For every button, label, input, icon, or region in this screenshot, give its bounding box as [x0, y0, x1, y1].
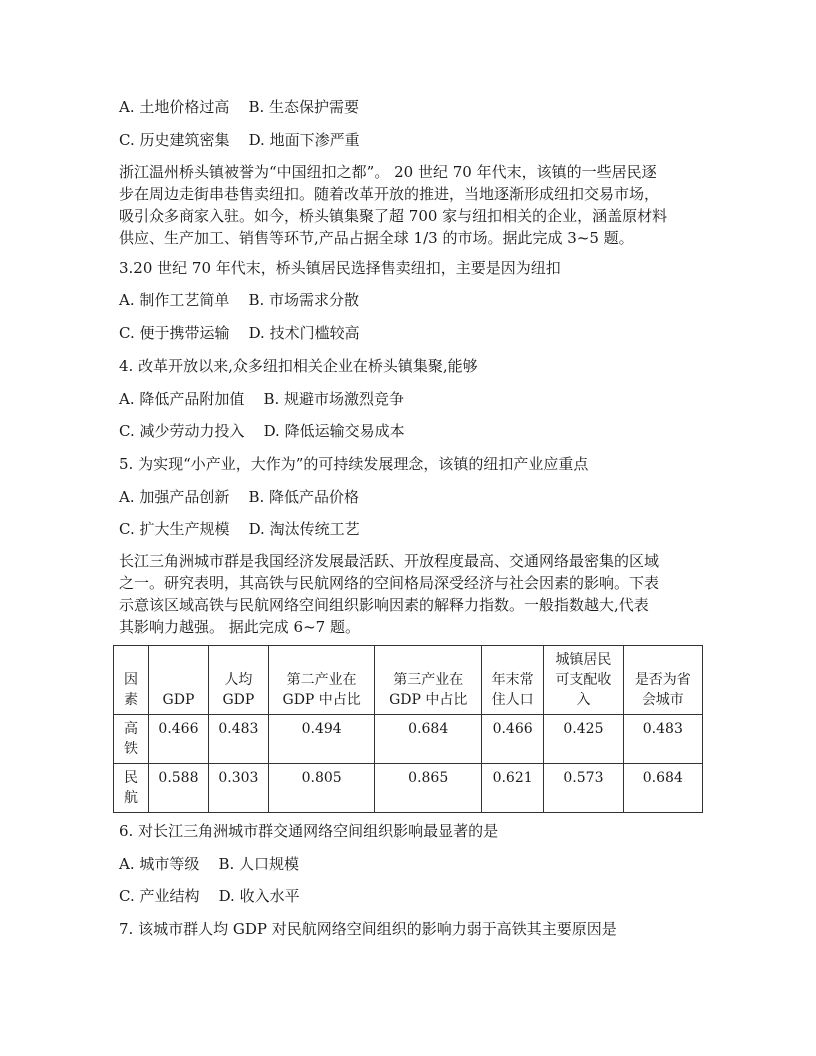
influence-index-table	[113, 645, 703, 813]
table-cell: 0.494	[268, 715, 375, 764]
passage-line: 示意该区域高铁与民航网络空间组织影响因素的解释力指数。一般指数越大,代表	[119, 596, 649, 614]
table-row-high-speed-rail	[114, 715, 703, 764]
q3-stem: 3.20 世纪 70 年代末，桥头镇居民选择售卖纽扣，主要是因为纽扣	[119, 259, 561, 277]
q4-options-row-1	[119, 389, 404, 409]
q4-option-b: B. 规避市场激烈竞争	[263, 390, 405, 408]
q5-option-b: B. 降低产品价格	[248, 488, 360, 506]
q6-option-a: A. 城市等级	[119, 855, 200, 873]
q3-options-row-2	[119, 323, 360, 343]
header-gdp: GDP	[149, 646, 209, 715]
q2-option-a: A. 土地价格过高	[119, 98, 230, 116]
passage-line: 步在周边走街串巷售卖纽扣。随着改革开放的推进，当地逐渐形成纽扣交易市场，	[119, 185, 660, 203]
table-cell: 0.621	[482, 764, 544, 813]
header-resident-population: 年末常 住人口	[482, 646, 544, 715]
q4-option-c: C. 减少劳动力投入	[119, 422, 245, 440]
passage-yangtze-delta	[119, 550, 699, 638]
passage-line: 吸引众多商家入驻。如今，桥头镇集聚了超 700 家与纽扣相关的企业，涵盖原材料	[119, 207, 668, 225]
q2-option-b: B. 生态保护需要	[248, 98, 360, 116]
q3-option-d: D. 技术门槛较高	[248, 324, 360, 342]
q6-options-row-1	[119, 854, 299, 874]
table-cell: 0.303	[208, 764, 268, 813]
passage-line: 浙江温州桥头镇被誉为“中国纽扣之都”。 20 世纪 70 年代末，该镇的一些居民逐	[119, 163, 657, 181]
q5-option-d: D. 淘汰传统工艺	[248, 520, 360, 538]
q3-option-b: B. 市场需求分散	[248, 291, 360, 309]
table-cell: 0.573	[544, 764, 623, 813]
passage-qiaotou	[119, 161, 699, 249]
table-row-civil-aviation	[114, 764, 703, 813]
header-provincial-capital: 是否为省 会城市	[623, 646, 702, 715]
table-cell: 0.425	[544, 715, 623, 764]
row-label: 民 航	[114, 764, 149, 813]
q4-option-d: D. 降低运输交易成本	[263, 422, 405, 440]
q2-option-d: D. 地面下渗严重	[248, 131, 360, 149]
q2-option-c: C. 历史建筑密集	[119, 131, 230, 149]
q3-options-row-1	[119, 290, 359, 310]
passage-line: 其影响力越强。 据此完成 6~7 题。	[119, 618, 360, 636]
header-secondary-industry: 第二产业在 GDP 中占比	[268, 646, 375, 715]
q2-options-row-2	[119, 130, 360, 150]
row-label: 高 铁	[114, 715, 149, 764]
q4-options-row-2	[119, 421, 405, 441]
q5-options-row-2	[119, 519, 360, 539]
q5-stem: 5. 为实现“小产业，大作为”的可持续发展理念，该镇的纽扣产业应重点	[119, 455, 589, 473]
q6-option-c: C. 产业结构	[119, 887, 200, 905]
table-cell: 0.684	[375, 715, 482, 764]
table-cell: 0.483	[208, 715, 268, 764]
table-cell: 0.805	[268, 764, 375, 813]
header-gdp-per-capita: 人均 GDP	[208, 646, 268, 715]
q6-options-row-2	[119, 886, 300, 906]
q3-option-a: A. 制作工艺简单	[119, 291, 230, 309]
table-header-row	[114, 646, 703, 715]
header-factor: 因 素	[114, 646, 149, 715]
header-tertiary-industry: 第三产业在 GDP 中占比	[375, 646, 482, 715]
q2-options-row-1	[119, 97, 359, 117]
q4-stem: 4. 改革开放以来,众多纽扣相关企业在桥头镇集聚,能够	[119, 357, 478, 375]
q6-stem: 6. 对长江三角洲城市群交通网络空间组织影响最显著的是	[119, 822, 499, 840]
header-disposable-income: 城镇居民 可支配收 入	[544, 646, 623, 715]
q3-option-c: C. 便于携带运输	[119, 324, 230, 342]
table-cell: 0.684	[623, 764, 702, 813]
table-cell: 0.466	[482, 715, 544, 764]
table-cell: 0.865	[375, 764, 482, 813]
table-cell: 0.483	[623, 715, 702, 764]
q5-options-row-1	[119, 487, 359, 507]
passage-line: 供应、生产加工、销售等环节,产品占据全球 1/3 的市场。据此完成 3~5 题。	[119, 229, 634, 247]
passage-line: 之一。研究表明，其高铁与民航网络的空间格局深受经济与社会因素的影响。下表	[119, 574, 660, 592]
q5-option-a: A. 加强产品创新	[119, 488, 230, 506]
q6-option-d: D. 收入水平	[218, 887, 300, 905]
q4-option-a: A. 降低产品附加值	[119, 390, 245, 408]
table-cell: 0.588	[149, 764, 209, 813]
q5-option-c: C. 扩大生产规模	[119, 520, 230, 538]
table-cell: 0.466	[149, 715, 209, 764]
q6-option-b: B. 人口规模	[218, 855, 300, 873]
passage-line: 长江三角洲城市群是我国经济发展最活跃、开放程度最高、交通网络最密集的区域	[119, 552, 660, 570]
q7-stem: 7. 该城市群人均 GDP 对民航网络空间组织的影响力弱于高铁其主要原因是	[119, 920, 617, 938]
